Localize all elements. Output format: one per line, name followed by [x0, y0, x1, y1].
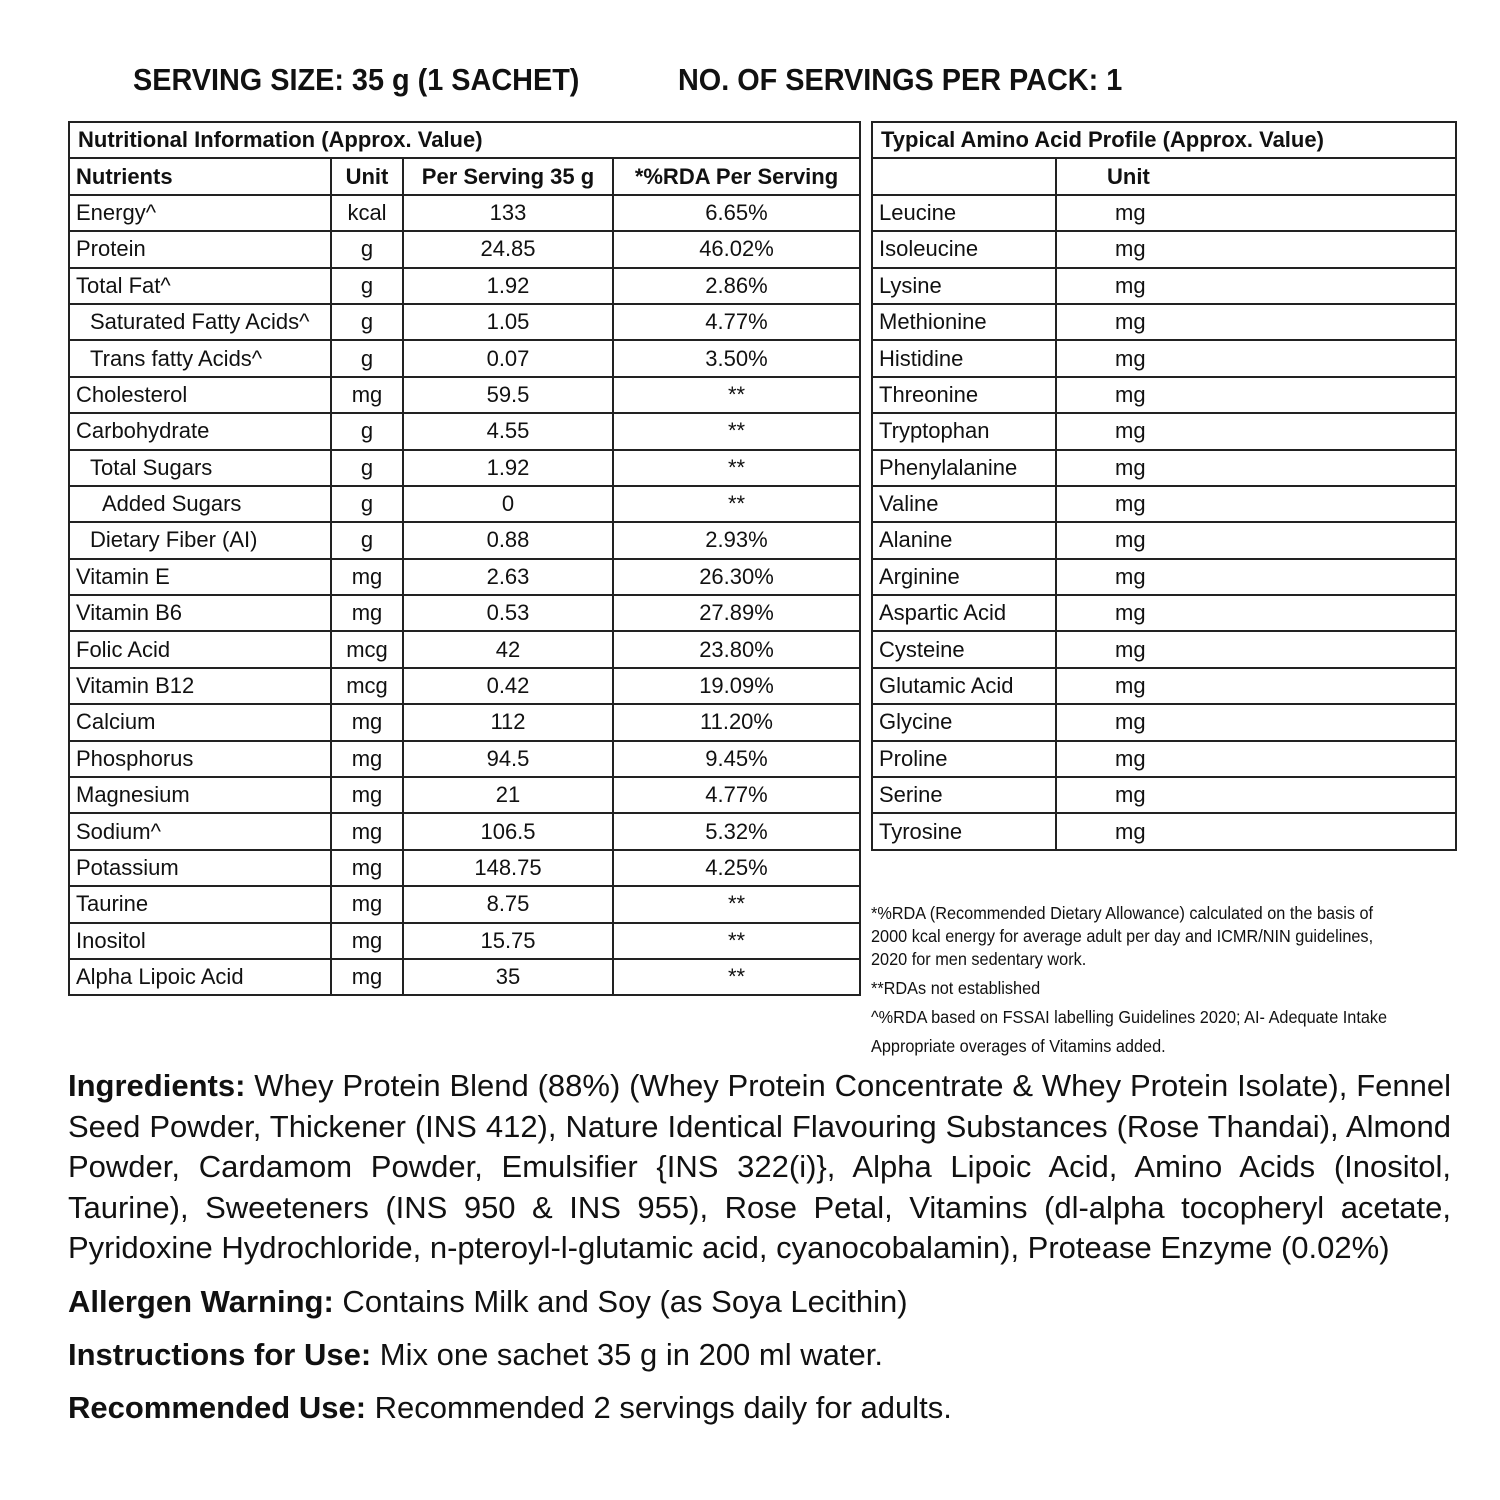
nutrient-name-cell: Potassium — [69, 850, 331, 886]
amino-name-cell: Isoleucine — [872, 231, 1056, 267]
amino-name-cell: Aspartic Acid — [872, 595, 1056, 631]
amino-title-row — [872, 122, 1456, 158]
col-header-unit: Unit — [331, 158, 403, 194]
nutrient-name-cell: Alpha Lipoic Acid — [69, 959, 331, 995]
nutrient-unit-cell: g — [331, 413, 403, 449]
nutrient-name-cell: Dietary Fiber (AI) — [69, 522, 331, 558]
amino-name-cell: Glutamic Acid — [872, 668, 1056, 704]
nutrient-rda-cell: 3.50% — [613, 340, 860, 376]
nutrient-unit-cell: mg — [331, 704, 403, 740]
amino-row — [872, 631, 1456, 667]
nutrition-row — [69, 886, 860, 922]
nutrient-name-cell: Vitamin B12 — [69, 668, 331, 704]
nutrient-per-serving-cell: 133 — [403, 195, 613, 231]
instructions-paragraph — [68, 1335, 1451, 1375]
nutrient-name-cell: Cholesterol — [69, 377, 331, 413]
amino-unit-cell: mg — [1056, 486, 1456, 522]
nutrient-per-serving-cell: 1.92 — [403, 268, 613, 304]
nutrition-row — [69, 195, 860, 231]
footnote-line: Appropriate overages of Vitamins added. — [871, 1036, 1166, 1056]
footnote-line: **RDAs not established — [871, 978, 1041, 998]
allergen-label: Allergen Warning: — [68, 1283, 334, 1319]
nutrition-title: Nutritional Information (Approx. Value) — [69, 122, 860, 158]
amino-unit-cell: mg — [1056, 377, 1456, 413]
nutrient-unit-cell: g — [331, 486, 403, 522]
nutrient-name-cell: Magnesium — [69, 777, 331, 813]
servings-per-pack: NO. OF SERVINGS PER PACK: 1 — [677, 62, 1123, 97]
nutrient-per-serving-cell: 0.88 — [403, 522, 613, 558]
amino-unit-cell: mg — [1056, 450, 1456, 486]
amino-row — [872, 486, 1456, 522]
nutrient-per-serving-cell: 15.75 — [403, 923, 613, 959]
nutrition-title-row — [69, 122, 860, 158]
nutrient-name-cell: Total Fat^ — [69, 268, 331, 304]
amino-name-cell: Methionine — [872, 304, 1056, 340]
nutrition-header-row — [69, 158, 860, 194]
nutrient-name-cell: Phosphorus — [69, 741, 331, 777]
amino-acid-table — [871, 121, 1457, 851]
amino-name-cell: Alanine — [872, 522, 1056, 558]
amino-unit-cell: mg — [1056, 595, 1456, 631]
nutrition-row — [69, 340, 860, 376]
nutrient-rda-cell: 11.20% — [613, 704, 860, 740]
nutrient-per-serving-cell: 21 — [403, 777, 613, 813]
nutrient-per-serving-cell: 1.05 — [403, 304, 613, 340]
footnote-line: ^%RDA based on FSSAI labelling Guidelines 2020; AI- Adequate Intake — [871, 1007, 1388, 1027]
nutrient-per-serving-cell: 2.63 — [403, 559, 613, 595]
nutrient-rda-cell: ** — [613, 450, 860, 486]
nutrient-per-serving-cell: 59.5 — [403, 377, 613, 413]
instructions-text: Mix one sachet 35 g in 200 ml water. — [371, 1336, 883, 1372]
amino-name-cell: Serine — [872, 777, 1056, 813]
nutrient-per-serving-cell: 0.07 — [403, 340, 613, 376]
amino-col-header-blank — [872, 158, 1056, 194]
nutrient-per-serving-cell: 24.85 — [403, 231, 613, 267]
nutrition-row — [69, 959, 860, 995]
amino-unit-cell: mg — [1056, 559, 1456, 595]
nutrient-rda-cell: 4.77% — [613, 304, 860, 340]
nutrition-row — [69, 377, 860, 413]
nutrient-unit-cell: mg — [331, 923, 403, 959]
serving-size: SERVING SIZE: 35 g (1 SACHET) — [132, 62, 580, 97]
nutrient-unit-cell: g — [331, 231, 403, 267]
nutrient-rda-cell: ** — [613, 923, 860, 959]
amino-unit-cell: mg — [1056, 522, 1456, 558]
amino-unit-cell: mg — [1056, 777, 1456, 813]
nutrient-name-cell: Calcium — [69, 704, 331, 740]
amino-unit-cell: mg — [1056, 704, 1456, 740]
amino-row — [872, 741, 1456, 777]
amino-unit-cell: mg — [1056, 741, 1456, 777]
nutrient-name-cell: Sodium^ — [69, 813, 331, 849]
nutrient-unit-cell: mg — [331, 959, 403, 995]
nutrient-unit-cell: g — [331, 268, 403, 304]
nutrition-row — [69, 813, 860, 849]
amino-row — [872, 704, 1456, 740]
nutrient-unit-cell: mg — [331, 813, 403, 849]
nutrient-per-serving-cell: 112 — [403, 704, 613, 740]
nutrient-name-cell: Folic Acid — [69, 631, 331, 667]
nutrient-unit-cell: mg — [331, 559, 403, 595]
amino-name-cell: Threonine — [872, 377, 1056, 413]
nutrient-unit-cell: kcal — [331, 195, 403, 231]
nutrient-per-serving-cell: 42 — [403, 631, 613, 667]
nutrient-rda-cell: ** — [613, 377, 860, 413]
serving-header — [0, 62, 1395, 106]
nutrition-row — [69, 777, 860, 813]
nutrition-table — [68, 121, 861, 996]
nutrient-unit-cell: mcg — [331, 668, 403, 704]
nutrient-rda-cell: 5.32% — [613, 813, 860, 849]
nutrient-rda-cell: 19.09% — [613, 668, 860, 704]
footnote-line: 2020 for men sedentary work. — [871, 949, 1087, 969]
amino-name-cell: Histidine — [872, 340, 1056, 376]
nutrient-rda-cell: 6.65% — [613, 195, 860, 231]
amino-unit-cell: mg — [1056, 231, 1456, 267]
amino-row — [872, 813, 1456, 849]
nutrient-name-cell: Saturated Fatty Acids^ — [69, 304, 331, 340]
amino-row — [872, 668, 1456, 704]
nutrient-rda-cell: ** — [613, 413, 860, 449]
nutrient-per-serving-cell: 4.55 — [403, 413, 613, 449]
nutrient-rda-cell: 23.80% — [613, 631, 860, 667]
nutrient-per-serving-cell: 8.75 — [403, 886, 613, 922]
nutrient-rda-cell: 2.86% — [613, 268, 860, 304]
nutrient-rda-cell: 46.02% — [613, 231, 860, 267]
nutrient-unit-cell: mg — [331, 377, 403, 413]
nutrient-unit-cell: mg — [331, 886, 403, 922]
nutrient-rda-cell: ** — [613, 959, 860, 995]
amino-unit-cell: mg — [1056, 631, 1456, 667]
nutrient-name-cell: Added Sugars — [69, 486, 331, 522]
amino-name-cell: Glycine — [872, 704, 1056, 740]
amino-name-cell: Valine — [872, 486, 1056, 522]
recommended-label: Recommended Use: — [68, 1389, 367, 1425]
nutrient-unit-cell: g — [331, 450, 403, 486]
nutrient-unit-cell: g — [331, 522, 403, 558]
nutrient-rda-cell: 9.45% — [613, 741, 860, 777]
nutrient-name-cell: Carbohydrate — [69, 413, 331, 449]
amino-unit-cell: mg — [1056, 195, 1456, 231]
nutrient-per-serving-cell: 1.92 — [403, 450, 613, 486]
amino-header-row — [872, 158, 1456, 194]
nutrient-name-cell: Energy^ — [69, 195, 331, 231]
amino-unit-cell: mg — [1056, 304, 1456, 340]
nutrient-per-serving-cell: 148.75 — [403, 850, 613, 886]
amino-name-cell: Lysine — [872, 268, 1056, 304]
amino-row — [872, 777, 1456, 813]
amino-row — [872, 304, 1456, 340]
nutrition-row — [69, 559, 860, 595]
nutrient-name-cell: Vitamin E — [69, 559, 331, 595]
nutrient-rda-cell: ** — [613, 486, 860, 522]
col-header-nutrients: Nutrients — [69, 158, 331, 194]
nutrition-row — [69, 741, 860, 777]
product-details — [68, 1066, 1451, 1428]
amino-col-header-unit: Unit — [1056, 158, 1456, 194]
ingredients-paragraph — [68, 1066, 1451, 1269]
amino-row — [872, 413, 1456, 449]
amino-row — [872, 522, 1456, 558]
nutrition-row — [69, 450, 860, 486]
amino-title: Typical Amino Acid Profile (Approx. Value) — [872, 122, 1456, 158]
allergen-text: Contains Milk and Soy (as Soya Lecithin) — [333, 1283, 908, 1319]
nutrient-per-serving-cell: 0.42 — [403, 668, 613, 704]
ingredients-label: Ingredients: — [68, 1068, 246, 1103]
amino-name-cell: Proline — [872, 741, 1056, 777]
nutrient-rda-cell: 27.89% — [613, 595, 860, 631]
nutrient-per-serving-cell: 0.53 — [403, 595, 613, 631]
nutrient-per-serving-cell: 35 — [403, 959, 613, 995]
amino-row — [872, 595, 1456, 631]
amino-row — [872, 195, 1456, 231]
ingredients-text: Whey Protein Blend (88%) (Whey Protein Concentrate & Whey Protein Isolate), Fennel Seed Powder, Thickener (INS 412), Nature Identical Flavouring Substances (Rose Thandai), Almond Powder, Cardamom Powder, Emulsifier {INS 322(i)}, Alpha Lipoic Acid, Amino Acids (Inositol, Taurine), Sweeteners (INS 950 & INS 955), Rose Petal, Vitamins (dl-alpha tocopheryl acetate, Pyridoxine Hydrochloride, n-pteroyl-l-glutamic acid, cyanocobalamin), Protease Enzyme (0.02%) — [68, 1068, 1451, 1265]
nutrition-row — [69, 231, 860, 267]
nutrient-name-cell: Inositol — [69, 923, 331, 959]
footnote-line: *%RDA (Recommended Dietary Allowance) calculated on the basis of — [871, 903, 1374, 923]
amino-unit-cell: mg — [1056, 413, 1456, 449]
nutrient-name-cell: Taurine — [69, 886, 331, 922]
nutrition-row — [69, 522, 860, 558]
amino-name-cell: Leucine — [872, 195, 1056, 231]
nutrition-row — [69, 304, 860, 340]
nutrition-row — [69, 268, 860, 304]
col-header-rda: *%RDA Per Serving — [613, 158, 860, 194]
nutrient-unit-cell: mg — [331, 777, 403, 813]
recommended-paragraph — [68, 1388, 1451, 1428]
nutrient-per-serving-cell: 0 — [403, 486, 613, 522]
amino-name-cell: Tyrosine — [872, 813, 1056, 849]
nutrient-rda-cell: 4.77% — [613, 777, 860, 813]
nutrition-row — [69, 486, 860, 522]
nutrient-rda-cell: 26.30% — [613, 559, 860, 595]
nutrition-row — [69, 704, 860, 740]
nutrient-rda-cell: ** — [613, 886, 860, 922]
amino-row — [872, 231, 1456, 267]
amino-name-cell: Cysteine — [872, 631, 1056, 667]
nutrient-per-serving-cell: 106.5 — [403, 813, 613, 849]
nutrient-per-serving-cell: 94.5 — [403, 741, 613, 777]
nutrient-name-cell: Total Sugars — [69, 450, 331, 486]
allergen-paragraph — [68, 1282, 1451, 1322]
amino-unit-cell: mg — [1056, 340, 1456, 376]
amino-name-cell: Phenylalanine — [872, 450, 1056, 486]
recommended-text: Recommended 2 servings daily for adults. — [366, 1389, 952, 1425]
footnote-line: 2000 kcal energy for average adult per day and ICMR/NIN guidelines, — [871, 926, 1374, 946]
nutrition-row — [69, 668, 860, 704]
nutrient-unit-cell: mg — [331, 741, 403, 777]
nutrient-rda-cell: 4.25% — [613, 850, 860, 886]
amino-name-cell: Tryptophan — [872, 413, 1056, 449]
instructions-label: Instructions for Use: — [68, 1336, 372, 1372]
nutrient-unit-cell: mg — [331, 595, 403, 631]
amino-row — [872, 450, 1456, 486]
amino-row — [872, 268, 1456, 304]
nutrient-unit-cell: mcg — [331, 631, 403, 667]
nutrition-row — [69, 850, 860, 886]
nutrient-name-cell: Vitamin B6 — [69, 595, 331, 631]
amino-name-cell: Arginine — [872, 559, 1056, 595]
amino-row — [872, 377, 1456, 413]
amino-row — [872, 340, 1456, 376]
nutrient-name-cell: Trans fatty Acids^ — [69, 340, 331, 376]
nutrition-row — [69, 413, 860, 449]
amino-unit-cell: mg — [1056, 813, 1456, 849]
nutrient-unit-cell: mg — [331, 850, 403, 886]
col-header-per-serving: Per Serving 35 g — [403, 158, 613, 194]
nutrient-name-cell: Protein — [69, 231, 331, 267]
nutrient-unit-cell: g — [331, 304, 403, 340]
footnotes — [871, 902, 1429, 1058]
nutrition-row — [69, 631, 860, 667]
amino-unit-cell: mg — [1056, 668, 1456, 704]
nutrition-row — [69, 923, 860, 959]
nutrition-row — [69, 595, 860, 631]
amino-row — [872, 559, 1456, 595]
nutrient-rda-cell: 2.93% — [613, 522, 860, 558]
nutrient-unit-cell: g — [331, 340, 403, 376]
amino-unit-cell: mg — [1056, 268, 1456, 304]
